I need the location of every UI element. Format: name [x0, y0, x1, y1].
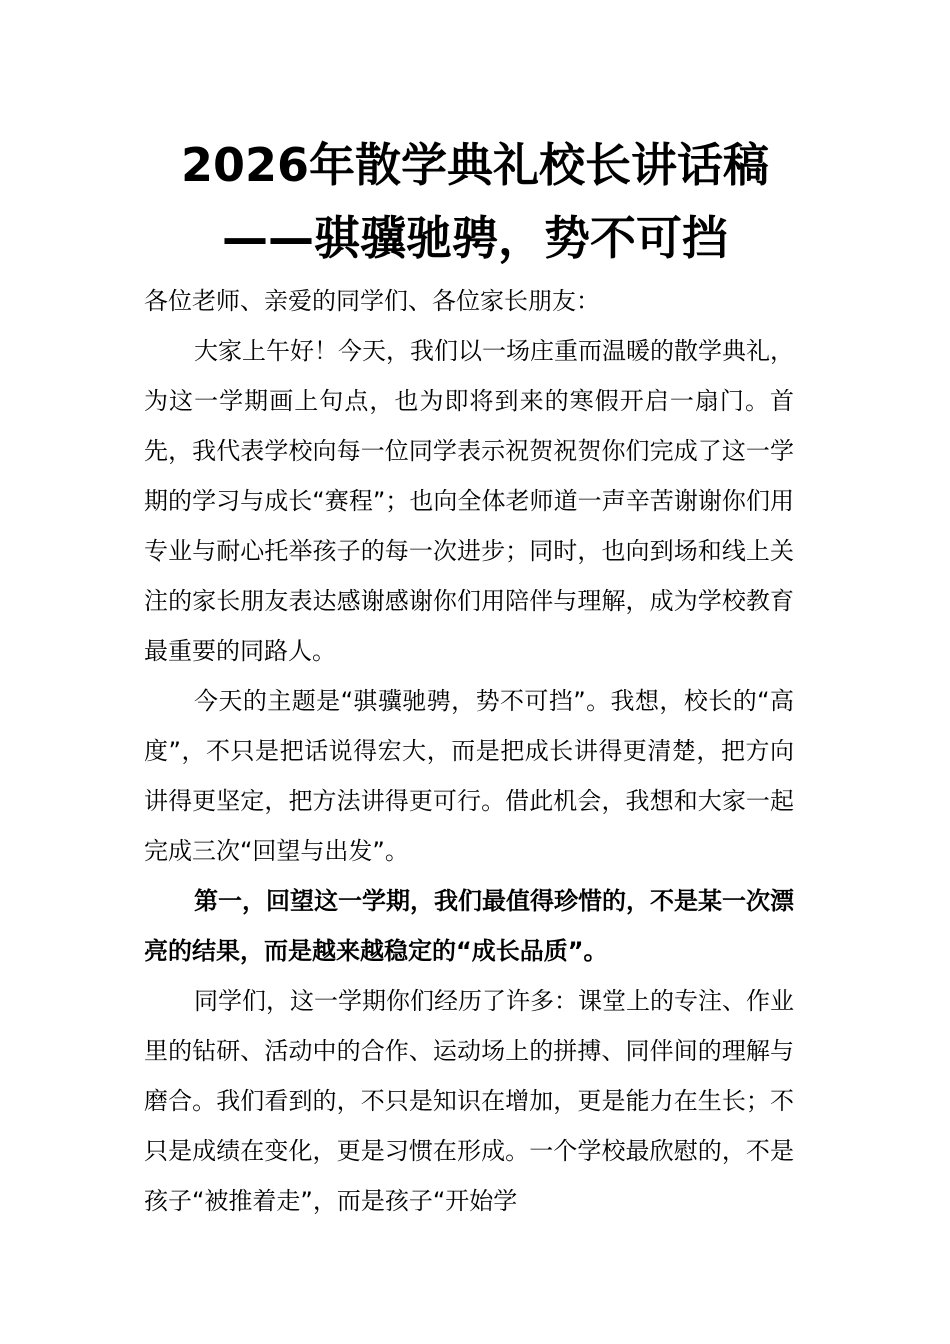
document-title-line-1: 2026年散学典礼校长讲话稿 [180, 138, 770, 192]
salutation: 各位老师、亲爱的同学们、各位家长朋友： [144, 287, 600, 315]
paragraph-semester-review: 同学们，这一学期你们经历了许多：课堂上的专注、作业里的钻研、活动中的合作、运动场上的拼搏、同伴间的理解与磨合。我们看到的，不只是知识在增加，更是能力在生长；不只是成绩在变化，更是习惯在形成。一个学校最欣慰的，不是孩子“被推着走”，而是孩子“开始学 [144, 987, 794, 1215]
document-body [144, 276, 794, 1226]
document-title-line-2: ——骐骥驰骋，势不可挡 [222, 211, 728, 265]
paragraph-greeting: 大家上午好！今天，我们以一场庄重而温暖的散学典礼，为这一学期画上句点，也为即将到来的寒假开启一扇门。首先，我代表学校向每一位同学表示祝贺祝贺你们完成了这一学期的学习与成长“赛程”；也向全体老师道一声辛苦谢谢你们用专业与耐心托举孩子的每一次进步；同时，也向到场和线上关注的家长朋友表达感谢感谢你们用陪伴与理解，成为学校教育最重要的同路人。 [144, 337, 794, 665]
section-heading-first: 第一，回望这一学期，我们最值得珍惜的，不是某一次漂亮的结果，而是越来越稳定的“成长品质”。 [144, 887, 794, 965]
paragraph-theme: 今天的主题是“骐骥驰骋，势不可挡”。我想，校长的“高度”，不只是把话说得宏大，而是把成长讲得更清楚，把方向讲得更坚定，把方法讲得更可行。借此机会，我想和大家一起完成三次“回望与出发”。 [144, 687, 794, 865]
